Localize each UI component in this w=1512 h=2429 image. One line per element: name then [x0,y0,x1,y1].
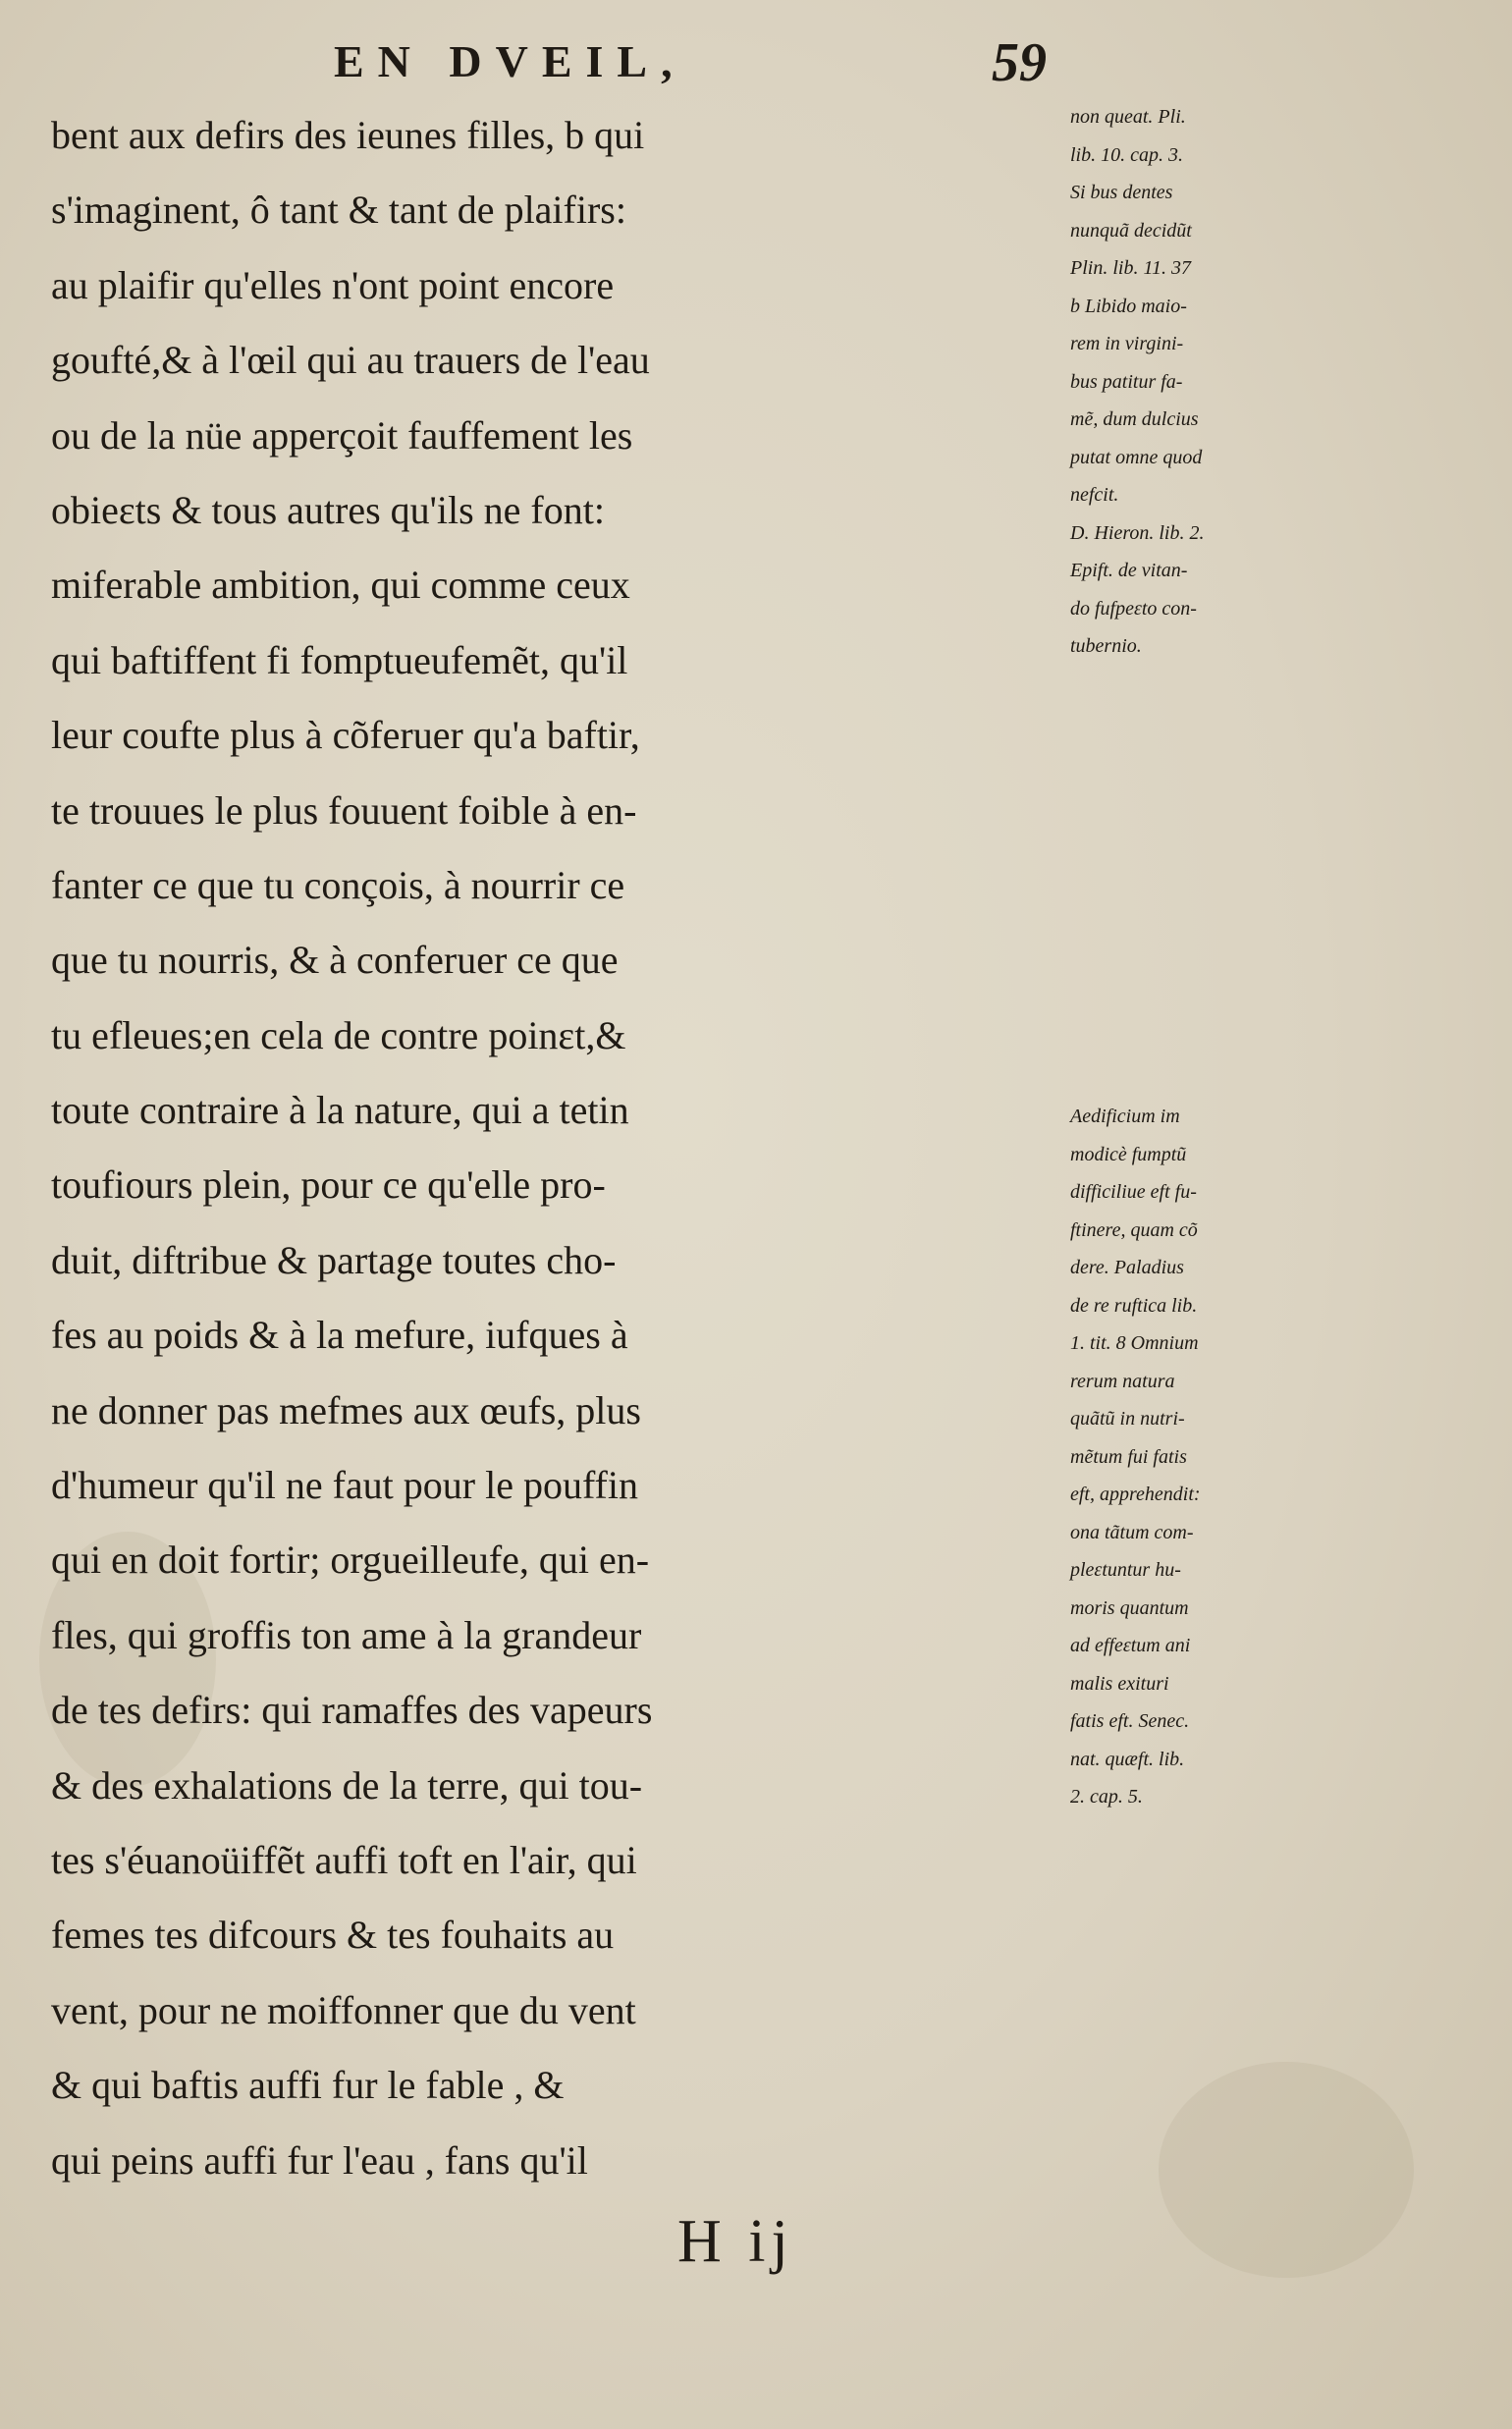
text-line: qui en doit fortir; orgueilleufe, qui en- [51,1538,650,1583]
margin-note-line: bus patitur fa- [1070,370,1183,393]
text-line: toute contraire à la nature, qui a tetin [51,1088,629,1133]
margin-note-line: pleɛtuntur hu- [1070,1559,1181,1581]
margin-note-line: moris quantum [1070,1596,1189,1619]
running-title: EN DVEIL, [334,36,686,86]
margin-note-line: nat. quæft. lib. [1070,1748,1185,1770]
margin-note-line: do fufpeɛto con- [1070,597,1197,620]
text-line: & des exhalations de la terre, qui tou- [51,1762,643,1808]
text-line: duit, diftribue & partage toutes cho- [51,1237,617,1282]
margin-note-line: rem in virgini- [1070,333,1184,354]
margin-note-line: quãtũ in nutri- [1070,1408,1185,1430]
text-line: leur coufte plus à cõferuer qu'a baftir, [51,713,640,758]
text-line: au plaifir qu'elles n'ont point encore [51,262,615,307]
text-line: femes tes difcours & tes fouhaits au [51,1913,615,1958]
margin-note-line: Plin. lib. 11. 37 [1070,257,1191,279]
page-header [285,31,1070,100]
text-line: toufiours plein, pour ce qu'elle pro- [51,1162,606,1208]
margin-note-line: 1. tit. 8 Omnium [1070,1332,1199,1354]
text-line: qui baftiffent fi fomptueufemẽt, qu'il [51,637,628,682]
margin-note-line: difficiliue eft fu- [1070,1181,1197,1203]
text-line: vent, pour ne moiffonner que du vent [51,1987,636,2032]
margin-note-line: tubernio. [1070,635,1142,657]
margin-note-line: modicè fumptũ [1070,1143,1187,1165]
main-text-column [51,98,1067,2198]
margin-note-line: lib. 10. cap. 3. [1070,143,1183,166]
margin-note-line: fatis eft. Senec. [1070,1710,1190,1732]
margin-note-line: eft, apprehendit: [1070,1484,1201,1505]
margin-note [1070,98,1384,666]
margin-note-line: ona tãtum com- [1070,1521,1194,1543]
margin-note-line: nunquã decidũt [1070,219,1192,242]
margin-note-line: dere. Paladius [1070,1257,1184,1278]
margin-note-line: D. Hieron. lib. 2. [1070,521,1205,544]
margin-note-line: de re ruftica lib. [1070,1294,1198,1317]
text-line: fles, qui groffis ton ame à la grandeur [51,1612,642,1657]
margin-note-line: putat omne quod [1070,446,1203,468]
text-line: que tu nourris, & à conferuer ce que [51,938,619,983]
margin-note-line: ad effeɛtum ani [1070,1635,1191,1656]
margin-note-line: Aedificium im [1070,1106,1180,1127]
text-line: ou de la nüe apperçoit fauffement les [51,412,633,458]
paper-stain [1159,2062,1414,2278]
margin-note [1070,1098,1384,1816]
text-line: te trouues le plus fouuent foible à en- [51,787,637,833]
margin-note-line: Epift. de vitan- [1070,560,1188,581]
margin-note-line: nefcit. [1070,484,1119,506]
text-line: tu efleues;en cela de contre poinɛt,& [51,1012,626,1057]
text-line: fanter ce que tu conçois, à nourrir ce [51,862,625,907]
margin-note-line: Si bus dentes [1070,182,1173,203]
text-line: d'humeur qu'il ne faut pour le pouffin [51,1463,638,1508]
margin-note-line: ftinere, quam cõ [1070,1218,1198,1241]
text-line: ne donner pas mefmes aux œufs, plus [51,1387,641,1432]
margin-note-line: b Libido maio- [1070,295,1187,317]
text-line: s'imaginent, ô tant & tant de plaifirs: [51,188,626,233]
text-line: fes au poids & à la mefure, iufques à [51,1313,628,1358]
text-line: bent aux defirs des ieunes filles, b qui [51,113,645,157]
text-line: obieɛts & tous autres qu'ils ne font: [51,487,605,532]
margin-note-line: 2. cap. 5. [1070,1786,1143,1808]
margin-note-line: mẽtum fui fatis [1070,1445,1187,1468]
margin-note-line: non queat. Pli. [1070,106,1186,128]
text-line: qui peins auffi fur l'eau , fans qu'il [51,2137,588,2183]
margin-note-line: malis exituri [1070,1672,1169,1695]
text-line: miferable ambition, qui comme ceux [51,563,630,608]
text-line: goufté,& à l'œil qui au trauers de l'eau [51,338,650,383]
text-line: & qui baftis auffi fur le fable , & [51,2063,565,2108]
page-number: 59 [992,32,1047,93]
margin-note-line: rerum natura [1070,1370,1175,1392]
margin-note-line: mẽ, dum dulcius [1070,408,1199,430]
signature-mark: H ij [677,2208,794,2275]
text-line: de tes defirs: qui ramaffes des vapeurs [51,1688,653,1733]
text-line: tes s'éuanoüiffẽt auffi toft en l'air, qui [51,1837,637,1882]
